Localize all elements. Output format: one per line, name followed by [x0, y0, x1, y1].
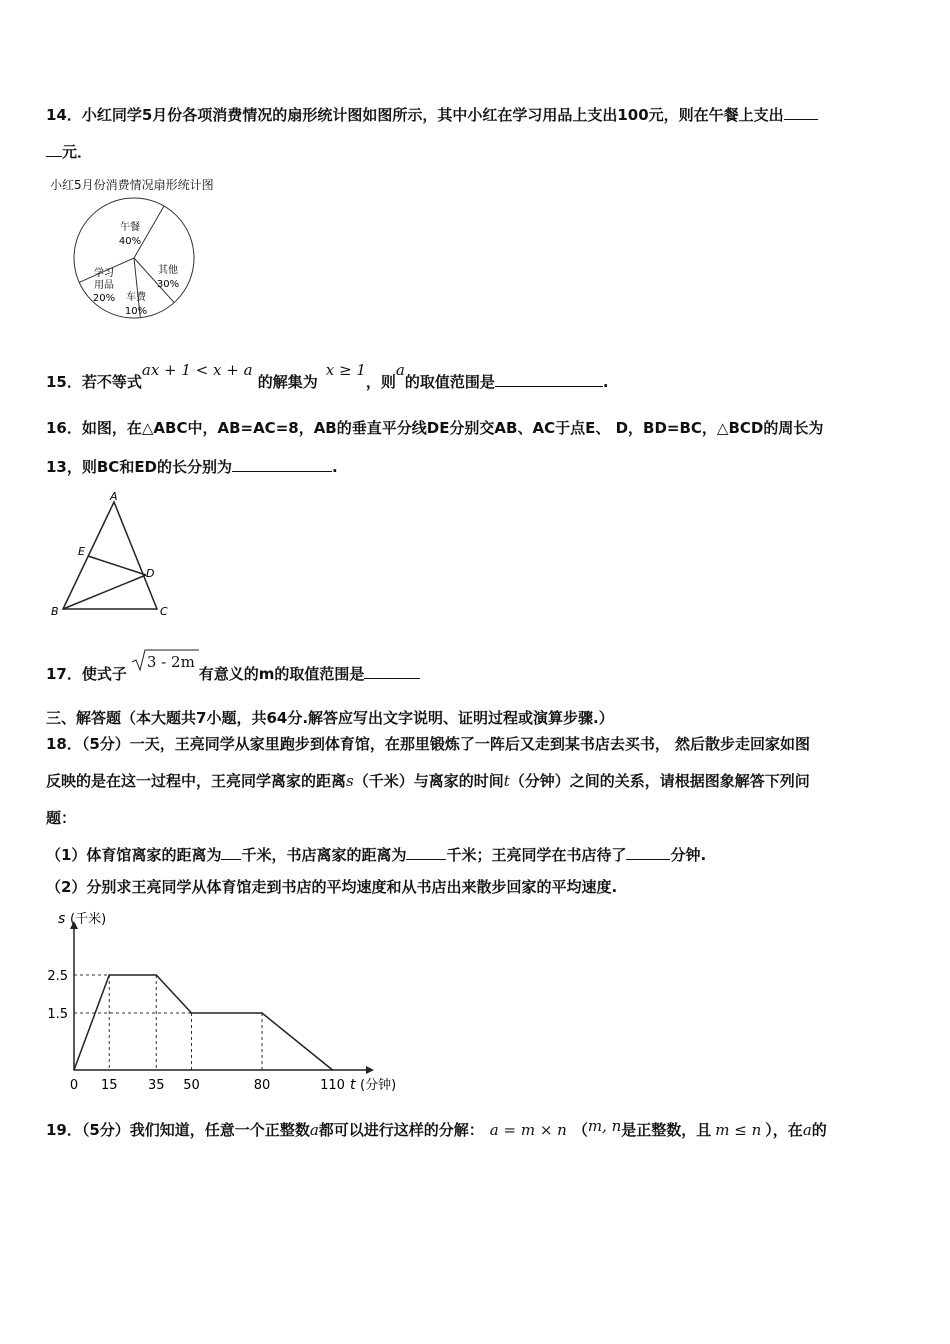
- answer-blank[interactable]: [406, 843, 446, 860]
- slice-label-other: 其他: [158, 265, 178, 276]
- q16-line1: 16．如图，在△ABC中，AB=AC=8，AB的垂直平分线DE分别交AB、AC于点E、 D，BD=BC，△BCD的周长为: [46, 419, 824, 437]
- y-tick-label: 2.5: [47, 969, 68, 984]
- label-b: B: [51, 605, 59, 618]
- data-point: [191, 1012, 193, 1014]
- answer-blank[interactable]: [626, 843, 670, 860]
- answer-blank[interactable]: [232, 455, 332, 472]
- q16-line2: 13，则BC和ED的长分别为 .: [46, 455, 338, 477]
- data-point: [155, 974, 157, 976]
- q15-line: 15．若不等式ax + 1 < x + a 的解集为x ≥ 1，则a的取值范围是 .: [46, 361, 609, 391]
- y-axis-label: (千米): [70, 912, 107, 927]
- slice-percent-supplies: 20%: [92, 293, 116, 304]
- radical-sign: [131, 648, 199, 672]
- slice-label-supplies-1: 学习: [94, 268, 114, 279]
- data-point: [261, 1012, 263, 1014]
- q19-line: 19．（5分）我们知道，任意一个正整数a都可以进行这样的分解： a = m × n （m, n是正整数，且 m ≤ n ），在a的: [46, 1117, 827, 1139]
- x-tick-label: 0: [69, 1078, 79, 1093]
- x-tick-label: 80: [253, 1078, 271, 1093]
- q18-line2: 反映的是在这一过程中，王亮同学离家的距离s（千米）与离家的时间t（分钟）之间的关系，请根据图象解答下列问: [46, 772, 810, 790]
- pie-chart: [70, 194, 206, 326]
- answer-blank[interactable]: [784, 103, 818, 120]
- label-a: A: [110, 490, 118, 503]
- q17-line: 17．使式子 3 - 2m有意义的m的取值范围是: [46, 662, 420, 684]
- label-e: E: [78, 545, 85, 558]
- x-axis-label: (分钟): [360, 1078, 397, 1093]
- y-axis-var: s: [58, 911, 66, 927]
- slice-percent-lunch: 40%: [118, 236, 142, 247]
- q18-line3: 题：: [46, 809, 77, 827]
- slice-label-fare: 车费: [126, 292, 146, 303]
- q18-sub1: （1）体育馆离家的距离为 千米，书店离家的距离为 千米；王亮同学在书店待了 分钟.: [46, 843, 706, 865]
- x-tick-label: 35: [147, 1078, 165, 1093]
- x-tick-label: 110: [320, 1078, 345, 1093]
- y-tick-label: 1.5: [47, 1007, 68, 1022]
- label-c: C: [160, 605, 168, 618]
- distance-time-chart: [40, 905, 420, 1097]
- answer-blank[interactable]: [364, 662, 420, 679]
- slice-percent-fare: 10%: [124, 306, 148, 317]
- q18-sub2: （2）分别求王亮同学从体育馆走到书店的平均速度和从书店出来散步回家的平均速度.: [46, 878, 618, 896]
- distance-series-line: [74, 975, 333, 1070]
- triangle-figure: [46, 488, 176, 623]
- pie-chart-title: 小红5月份消费情况扇形统计图: [50, 178, 214, 192]
- q14-line2: 元．: [46, 140, 92, 162]
- x-axis-arrow: [366, 1066, 374, 1074]
- answer-blank[interactable]: [221, 843, 241, 860]
- x-tick-label: 50: [183, 1078, 200, 1093]
- segment-bd: [63, 575, 146, 609]
- label-d: D: [146, 567, 155, 580]
- x-tick-label: 15: [100, 1078, 118, 1093]
- q18-line1: 18．（5分）一天，王亮同学从家里跑步到体育馆，在那里锻炼了一阵后又走到某书店去买书， 然后散步走回家如图: [46, 735, 811, 753]
- q14-line1: 14．小红同学5月份各项消费情况的扇形统计图如图所示，其中小红在学习用品上支出100元，则在午餐上支出: [46, 103, 818, 125]
- answer-blank[interactable]: [495, 370, 603, 387]
- slice-label-lunch: 午餐: [120, 222, 140, 233]
- section-heading: 三、解答题（本大题共7小题，共64分.解答应写出文字说明、证明过程或演算步骤.）: [46, 709, 614, 727]
- slice-percent-other: 30%: [156, 279, 180, 290]
- answer-blank[interactable]: [46, 140, 62, 157]
- sqrt-expression: 3 - 2m: [131, 652, 195, 672]
- slice-label-supplies-2: 用品: [94, 280, 114, 291]
- x-axis-var: t: [350, 1077, 356, 1093]
- data-point: [108, 974, 110, 976]
